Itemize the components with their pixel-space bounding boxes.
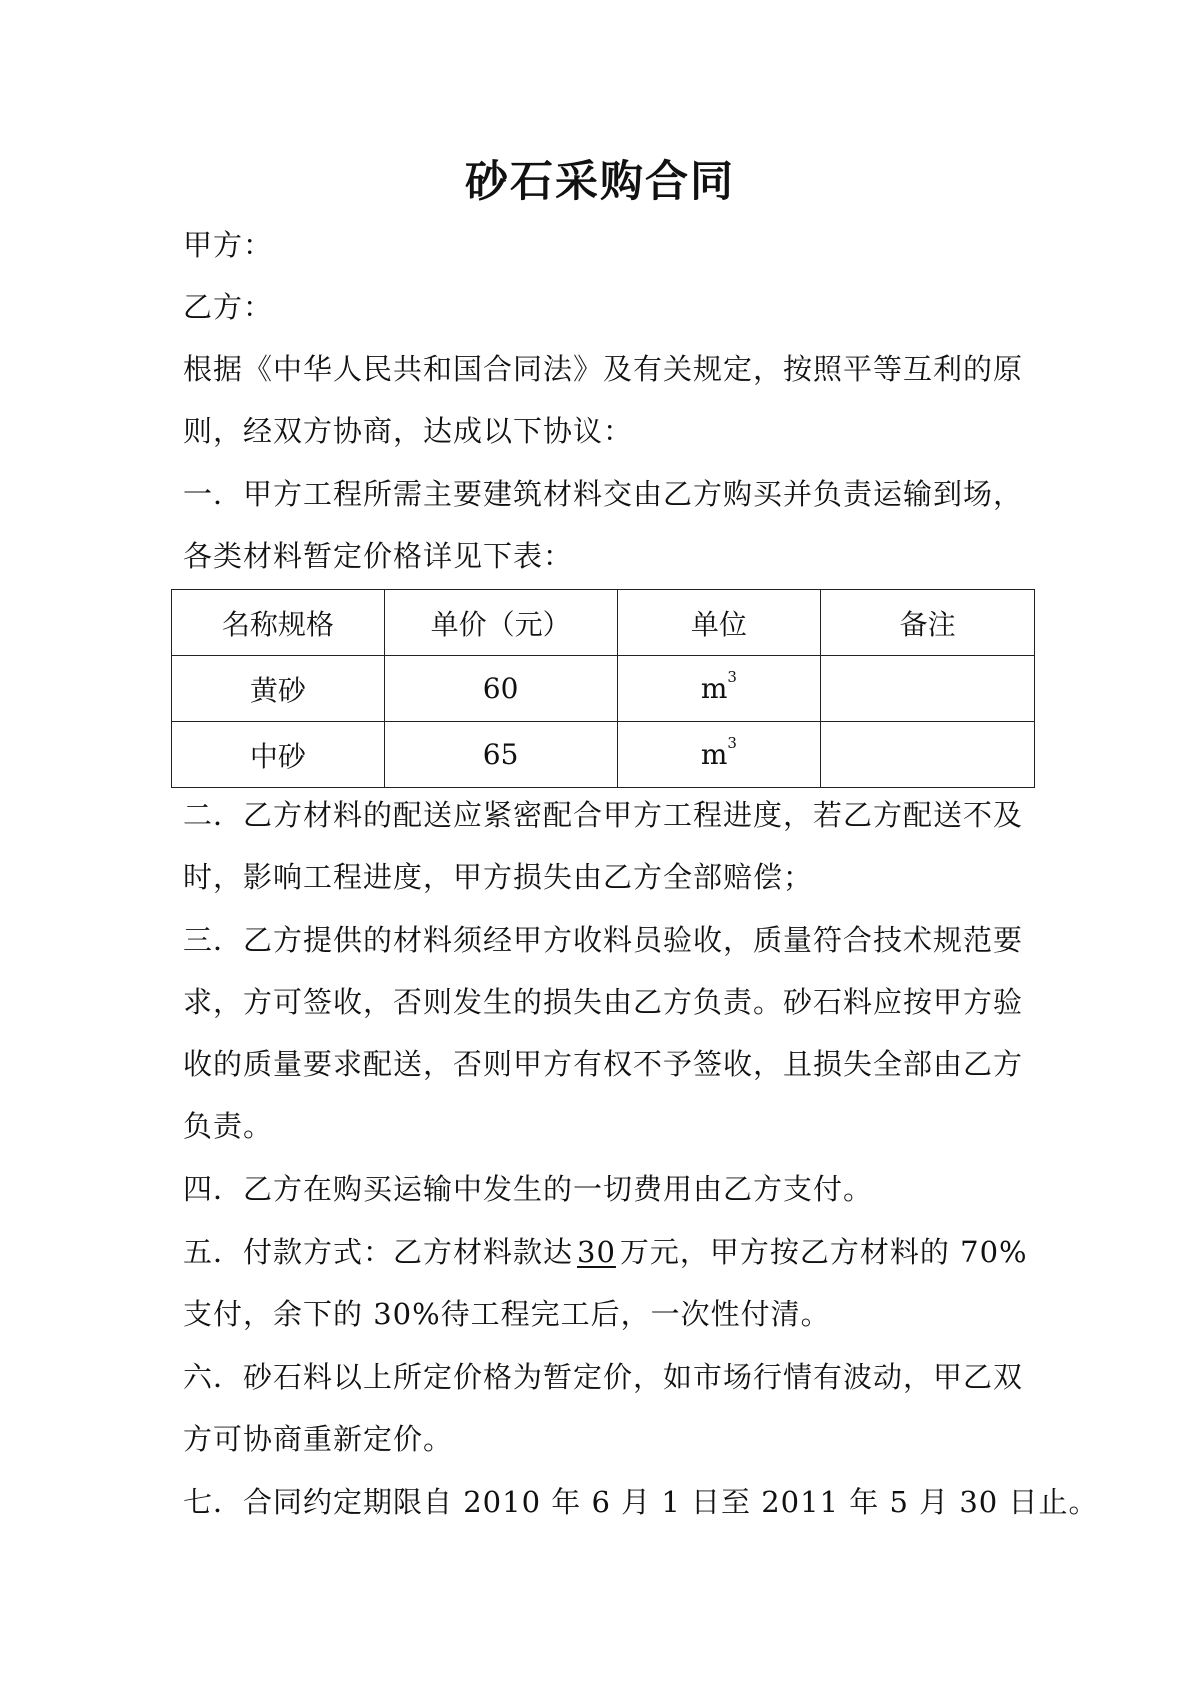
unit-price-cell: 60	[384, 656, 617, 722]
clause-6-line-2: 方可协商重新定价。	[183, 1422, 454, 1456]
clause-3-line-2: 求，方可签收，否则发生的损失由乙方负责。砂石料应按甲方验	[183, 985, 1024, 1019]
clause-4: 四．乙方在购买运输中发生的一切费用由乙方支付。	[183, 1172, 874, 1206]
unit-cell	[617, 656, 821, 722]
clause-2-line-2: 时，影响工程进度，甲方损失由乙方全部赔偿；	[183, 860, 814, 894]
preamble-line-1: 根据《中华人民共和国合同法》及有关规定，按照平等互利的原	[183, 352, 1024, 386]
clause-7: 七．合同约定期限自 2010 年 6 月 1 日至 2011 年 5 月 30 日止。	[183, 1485, 1099, 1519]
clause-6-line-1: 六．砂石料以上所定价格为暂定价，如市场行情有波动，甲乙双	[183, 1360, 1024, 1394]
unit-cell	[617, 722, 821, 788]
clause-2-line-1: 二．乙方材料的配送应紧密配合甲方工程进度，若乙方配送不及	[183, 798, 1024, 832]
payment-amount: 30	[577, 1235, 616, 1269]
unit-superscript: 3	[727, 668, 737, 686]
table-header-cell: 单位	[617, 590, 821, 656]
table-header-cell: 备注	[821, 590, 1035, 656]
clause-5-prefix: 五．付款方式：乙方材料款达	[183, 1235, 574, 1269]
unit-superscript: 3	[727, 734, 737, 752]
note-cell	[821, 722, 1035, 788]
clause-1-line-2: 各类材料暂定价格详见下表：	[183, 539, 574, 573]
clause-1-line-1: 一．甲方工程所需主要建筑材料交由乙方购买并负责运输到场，	[183, 477, 1024, 511]
unit-text: m	[700, 672, 728, 705]
clause-5-line-1	[183, 1232, 1033, 1272]
party-b-label: 乙方：	[183, 290, 274, 324]
material-name-cell: 黄砂	[172, 656, 385, 722]
material-name-cell: 中砂	[172, 722, 385, 788]
note-cell	[821, 656, 1035, 722]
unit-text: m	[700, 738, 728, 771]
clause-3-line-4: 负责。	[183, 1109, 274, 1143]
table-header-row	[172, 590, 1035, 656]
page-title: 砂石采购合同	[465, 157, 735, 207]
table-header-cell: 单价（元）	[384, 590, 617, 656]
table-header-cell: 名称规格	[172, 590, 385, 656]
table-row	[172, 656, 1035, 722]
table-row	[172, 722, 1035, 788]
clause-5-suffix: 万元，甲方按乙方材料的 70%	[619, 1235, 1028, 1269]
clause-5-line-2: 支付，余下的 30%待工程完工后，一次性付清。	[183, 1297, 831, 1331]
clause-3-line-3: 收的质量要求配送，否则甲方有权不予签收，且损失全部由乙方	[183, 1047, 1024, 1081]
preamble-line-2: 则，经双方协商，达成以下协议：	[183, 414, 634, 448]
party-a-label: 甲方：	[183, 228, 274, 262]
price-table	[171, 589, 1035, 788]
unit-price-cell: 65	[384, 722, 617, 788]
clause-3-line-1: 三．乙方提供的材料须经甲方收料员验收，质量符合技术规范要	[183, 923, 1024, 957]
